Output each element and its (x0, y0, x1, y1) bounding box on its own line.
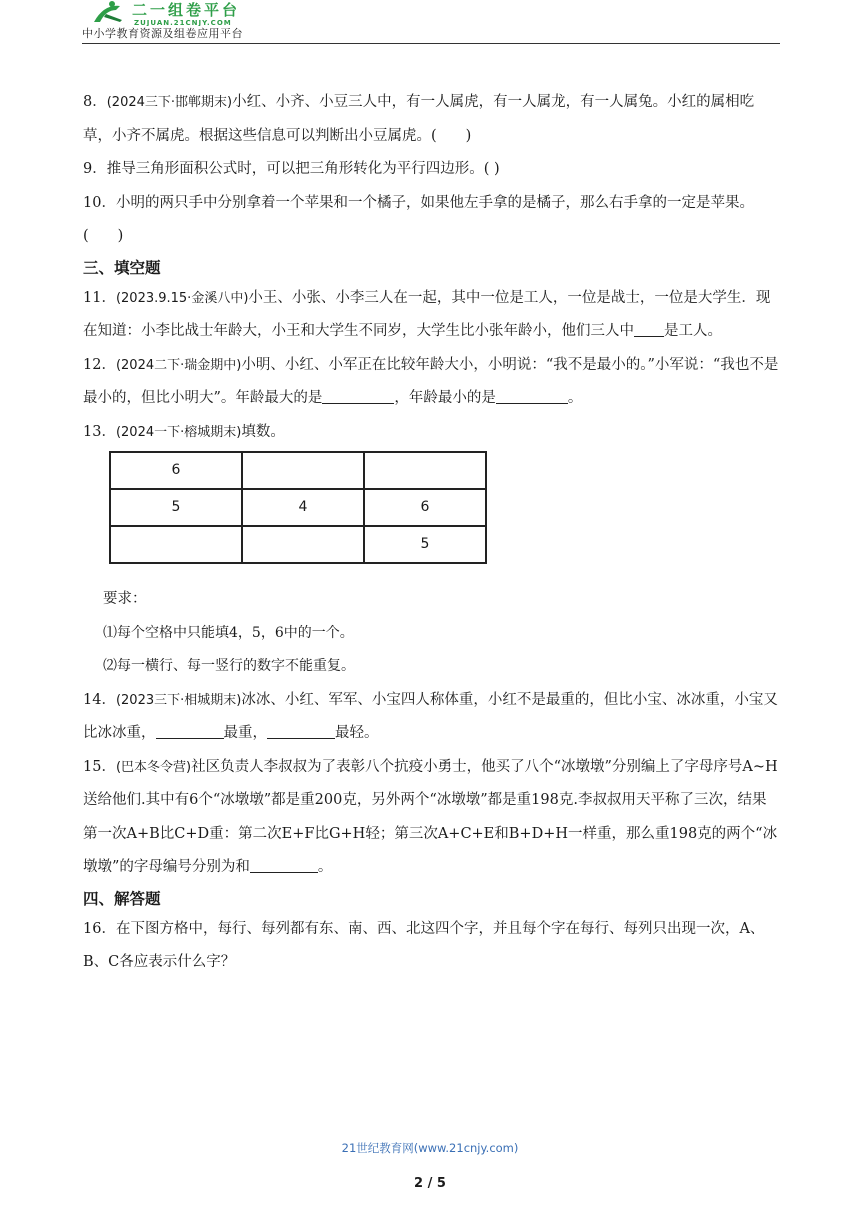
answer-blank[interactable] (250, 855, 318, 873)
svg-text:二一组卷平台: 二一组卷平台 (132, 1, 241, 19)
footer-site-link[interactable]: 21世纪教育网(www.21cnjy.com) (341, 1141, 519, 1155)
question-number: 15． (83, 758, 116, 775)
question-number: 12． (83, 356, 116, 373)
grid-row (110, 489, 486, 526)
logo (90, 0, 280, 26)
answer-blank-heaviest[interactable] (156, 721, 224, 739)
question-source: (2023三下·相城期末) (115, 692, 242, 708)
question-text-mid: ，年龄最小的是 (394, 390, 496, 406)
question-12 (83, 349, 780, 416)
question-8 (83, 86, 780, 153)
grid-row (110, 452, 486, 489)
question-text: 冰冰、小红、军军、小宝四人称体重，小红不是最重的，但比小宝、冰冰重，小宝又比冰冰重， (83, 691, 778, 741)
question-source: (巴本冬令营) (115, 759, 192, 775)
grid-cell[interactable]: 5 (110, 489, 242, 526)
question-text: 小王、小张、小李三人在一起，其中一位是工人，一位是战士，一位是大学生．现在知道：小李比战士年龄大，小王和大学生不同岁，大学生比小张年龄小，他们三人中 (83, 289, 771, 339)
runner-logo-icon (90, 0, 280, 26)
question-number: 10． (83, 194, 116, 211)
question-11 (83, 282, 780, 349)
question-16 (83, 913, 780, 980)
question-9 (83, 153, 780, 187)
svg-text:ZUJUAN.21CNJY.COM: ZUJUAN.21CNJY.COM (134, 19, 232, 26)
requirements-title: 要求： (103, 591, 147, 607)
question-text: 小明的两只手中分别拿着一个苹果和一个橘子，如果他左手拿的是橘子，那么右手拿的一定是苹果。( ) (83, 194, 754, 244)
question-text-end: 。 (567, 390, 583, 406)
grid-row (110, 526, 486, 563)
grid-cell[interactable] (110, 526, 242, 563)
question-number: 9． (83, 161, 107, 177)
question-source: (2023.9.15·金溪八中) (115, 290, 249, 306)
question-source: (2024一下·榕城期末) (115, 424, 242, 440)
question-15 (83, 751, 780, 885)
answer-blank-lightest[interactable] (267, 721, 335, 739)
question-text: 小红、小齐、小豆三人中，有一人属虎，有一人属龙，有一人属兔。小红的属相吃草，小齐不属虎。根据这些信息可以判断出小豆属虎。( ) (83, 94, 755, 144)
requirement-1: ⑴每个空格中只能填4，5，6中的一个。 (103, 624, 354, 641)
question-text: 社区负责人李叔叔为了表彰八个抗疫小勇士，他买了八个“冰墩墩”分别编上了字母序号A~H送给他们.其中有6个“冰墩墩”都是重200克，另外两个“冰墩墩”都是重198克.李叔叔用天平称了三次，结果第一次A+B比C+D重：第二次E+F比G+H轻；第三次A+C+E和B+D+H一样重，那么重198克的两个“冰墩墩”的字母编号分别为和 (83, 758, 778, 875)
number-grid (109, 451, 487, 564)
question-13 (83, 416, 780, 450)
answer-blank-oldest[interactable] (322, 386, 394, 404)
grid-cell[interactable]: 4 (242, 489, 364, 526)
question-10 (83, 187, 780, 254)
page-header (82, 0, 780, 44)
section-solve: 四、解答题 (83, 889, 161, 908)
question-text: 在下图方格中，每行、每列都有东、南、西、北这四个字，并且每个字在每行、每列只出现一次，A、B、C各应表示什么字？ (83, 920, 765, 970)
grid-cell[interactable] (364, 452, 486, 489)
question-text: 填数。 (241, 423, 285, 440)
question-text-end: 。 (317, 859, 333, 875)
question-text: 小明、小红、小军正在比较年龄大小，小明说：“我不是最小的。”小军说：“我也不是最小的，但比小明大”。年龄最大的是 (83, 356, 779, 406)
page-content (83, 86, 780, 980)
grid-cell[interactable] (242, 452, 364, 489)
grid-cell[interactable] (242, 526, 364, 563)
question-text-end: 是工人。 (664, 323, 722, 339)
platform-name: 中小学教育资源及组卷应用平台 (82, 27, 243, 40)
grid-cell[interactable]: 6 (364, 489, 486, 526)
question-number: 16． (83, 920, 116, 937)
question-source: (2024三下·邯郸期末) (106, 95, 233, 110)
question-text-end: 最轻。 (335, 725, 379, 741)
section-fill-in: 三、填空题 (83, 258, 161, 277)
requirement-2: ⑵每一横行、每一竖行的数字不能重复。 (103, 658, 355, 674)
question-number: 13． (83, 423, 116, 440)
question-text-mid: 最重， (223, 725, 267, 741)
answer-blank[interactable] (634, 319, 664, 337)
number-grid-wrapper (83, 449, 780, 583)
question-14 (83, 684, 780, 751)
grid-cell[interactable]: 5 (364, 526, 486, 563)
question-number: 14． (83, 691, 116, 708)
question-number: 8． (83, 94, 107, 110)
question-number: 11． (83, 289, 116, 306)
answer-blank-youngest[interactable] (496, 386, 568, 404)
grid-cell[interactable]: 6 (110, 452, 242, 489)
question-text: 推导三角形面积公式时，可以把三角形转化为平行四边形。( ) (106, 161, 500, 177)
question-source: (2024二下·瑞金期中) (115, 357, 242, 373)
page-number: 2 / 5 (414, 1176, 446, 1191)
